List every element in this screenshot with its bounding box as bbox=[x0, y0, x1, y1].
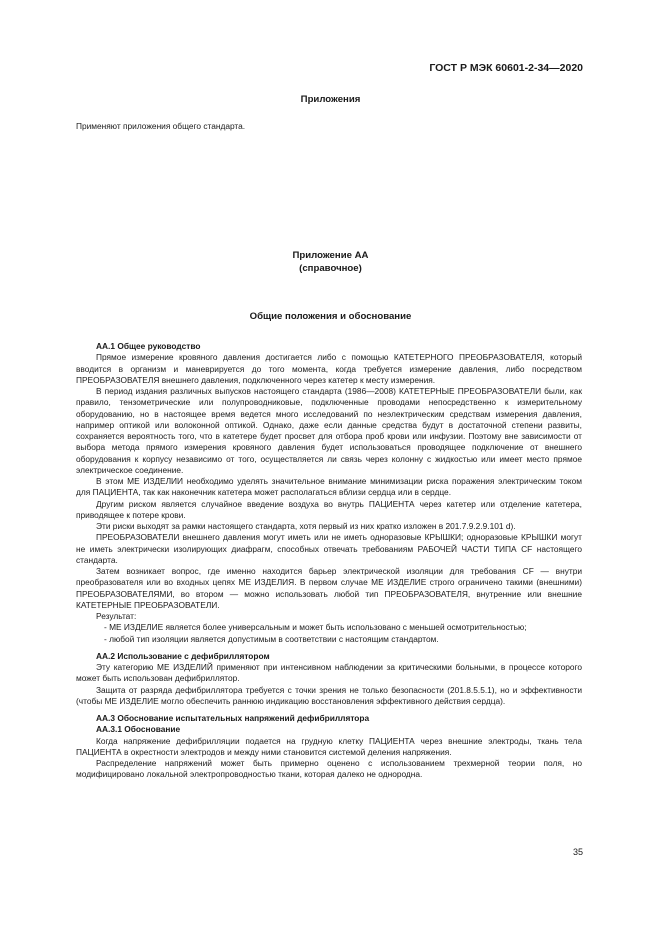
paragraph: Прямое измерение кровяного давления достигается либо с помощью КАТЕТЕРНОГО ПРЕОБРАЗОВАТЕЛЯ, который вводится в организм и маневрируется до того момента, когда требуется измерение давления, либо посредством ПРЕОБРАЗОВАТЕЛЯ внешнего давления, подключенного через катетер к месту измерения. bbox=[76, 352, 582, 385]
result-label: Результат: bbox=[96, 611, 137, 621]
paragraph: Другим риском является случайное введение воздуха во внутрь ПАЦИЕНТА через катетер или отделение катетера, приводящее к потере крови. bbox=[76, 498, 582, 520]
annex-heading: Общие положения и обоснование bbox=[249, 311, 412, 322]
annex-body bbox=[76, 341, 582, 781]
paragraph: Затем возникает вопрос, где именно находится барьер электрической изоляции для требования CF — внутри преобразователя или во входных цепях МЕ ИЗДЕЛИЯ. В первом случае МЕ ИЗДЕЛИЕ строго ограничено такими (внешними) ПРЕОБРАЗОВАТЕЛЯМИ, во втором — можно использовать любой тип ПРЕОБРАЗОВАТЕЛЯ, внутренние или внешние КАТЕТЕРНЫЕ ПРЕОБРАЗОВАТЕЛИ. bbox=[76, 566, 582, 610]
paragraph: Эти риски выходят за рамки настоящего стандарта, хотя первый из них кратко изложен в 201.7.9.2.9.101 d). bbox=[96, 521, 516, 531]
list-item: - любой тип изоляции является допустимым в соответствии с настоящим стандартом. bbox=[104, 633, 439, 644]
paragraph: Когда напряжение дефибрилляции подается на грудную клетку ПАЦИЕНТА через внешние электроды, ткань тела ПАЦИЕНТА в окрестности электродов и между ними становится системой деления напряжения. bbox=[76, 735, 582, 757]
appendices-block bbox=[76, 121, 582, 132]
paragraph: ПРЕОБРАЗОВАТЕЛИ внешнего давления могут иметь или не иметь одноразовые КРЫШКИ; одноразовые КРЫШКИ могут не иметь электрически изолирующих диафрагм, способных отвечать требованиям РАБОЧЕЙ ЧАСТИ ТИПА CF настоящего стандарта. bbox=[76, 532, 582, 565]
subsection-heading: AA.3.1 Обоснование bbox=[96, 724, 181, 735]
appendices-title: Приложения bbox=[300, 94, 361, 105]
paragraph: Защита от разряда дефибриллятора требуется с точки зрения не только безопасности (201.8.5.5.1), но и эффективности (чтобы МЕ ИЗДЕЛИЕ могло обеспечить раннюю индикацию восстановления эффективного действия сердца). bbox=[76, 684, 582, 706]
annex-subtitle: (справочное) bbox=[299, 262, 362, 274]
paragraph: Эту категорию МЕ ИЗДЕЛИЙ применяют при интенсивном наблюдении за критическими больными, в процессе которого может быть использован дефибриллятор. bbox=[76, 662, 582, 684]
annex-title: Приложение AA bbox=[292, 250, 369, 261]
appendices-text: Применяют приложения общего стандарта. bbox=[76, 121, 246, 131]
paragraph: В период издания различных выпусков настоящего стандарта (1986—2008) КАТЕТЕРНЫЕ ПРЕОБРАЗОВАТЕЛИ были, как правило, тензометрические или полупроводниковые, подключенные проводами непосредственно к измерительному оборудованию, но в настоящее время ведется много исследований по неэлектрическим средствам измерения давления, например оптикой или волоконной оптикой. Однако, даже если данные средства будут в достаточной степени развиты, сохраняется вероятность того, что в катетере будет просвет для отбора проб крови или инфузии. Поэтому вне зависимости от выбора метода прямого измерения кровяного давления будет использоваться проводящее подключение от внешнего оборудования к корпусу независимо от того, осуществляется ли связь через колонну с жидкостью или имеет место прямое электрическое соединение. bbox=[76, 386, 582, 475]
annex-title-block bbox=[0, 250, 661, 275]
list-item: - МЕ ИЗДЕЛИЕ является более универсальным и может быть использовано с меньшей осмотрительностью; bbox=[104, 622, 527, 633]
standard-header: ГОСТ Р МЭК 60601-2-34—2020 bbox=[429, 62, 583, 74]
section-heading: AA.2 Использование с дефибриллятором bbox=[96, 650, 270, 661]
section-heading: AA.1 Общее руководство bbox=[96, 341, 201, 351]
page-number: 35 bbox=[572, 847, 583, 857]
paragraph: В этом МЕ ИЗДЕЛИИ необходимо уделять значительное внимание минимизации риска поражения электрическим током для ПАЦИЕНТА, так как наконечник катетера может располагаться вблизи сердца или в сердце. bbox=[76, 476, 582, 498]
paragraph: Распределение напряжений может быть примерно оценено с использованием трехмерной теории поля, но модифицировано локальной электропроводностью ткани, которая далеко не однородна. bbox=[76, 758, 582, 780]
section-heading: AA.3 Обоснование испытательных напряжений дефибриллятора bbox=[96, 713, 370, 723]
